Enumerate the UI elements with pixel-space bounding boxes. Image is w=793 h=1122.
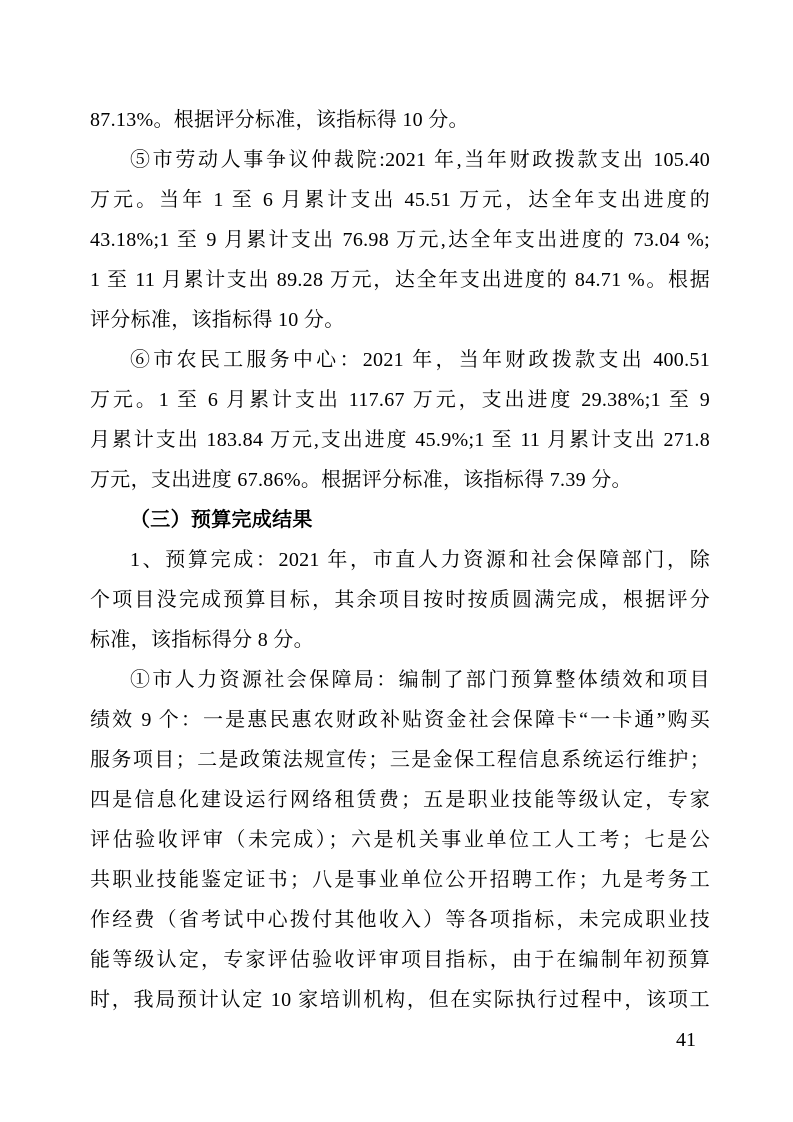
text-line: 服务项目；二是政策法规宣传；三是金保工程信息系统运行维护； bbox=[90, 749, 710, 771]
text-line: 万元。1 至 6 月累计支出 117.67 万元，支出进度 29.38%;1 至 9 bbox=[90, 389, 710, 411]
text-line: 四是信息化建设运行网络租赁费；五是职业技能等级认定，专家 bbox=[90, 789, 710, 811]
text-line: 评估验收评审（未完成）；六是机关事业单位工人工考；七是公 bbox=[90, 829, 710, 851]
text-line: 个项目没完成预算目标，其余项目按时按质圆满完成，根据评分 bbox=[90, 589, 710, 611]
text-line: 评分标准，该指标得 10 分。 bbox=[90, 309, 345, 331]
page-body bbox=[90, 100, 710, 1020]
text-line: 87.13%。根据评分标准，该指标得 10 分。 bbox=[90, 109, 469, 131]
text-line: 标准，该指标得分 8 分。 bbox=[90, 629, 314, 651]
text-line: 万元。当年 1 至 6 月累计支出 45.51 万元，达全年支出进度的 bbox=[90, 189, 710, 211]
text-line: 绩效 9 个：一是惠民惠农财政补贴资金社会保障卡“一卡通”购买 bbox=[90, 709, 710, 731]
text-line: 时，我局预计认定 10 家培训机构，但在实际执行过程中，该项工 bbox=[90, 989, 710, 1011]
text-line: 作经费（省考试中心拨付其他收入）等各项指标，未完成职业技 bbox=[90, 909, 710, 931]
text-line: 万元，支出进度 67.86%。根据评分标准，该指标得 7.39 分。 bbox=[90, 469, 632, 491]
text-line: 月累计支出 183.84 万元,支出进度 45.9%;1 至 11 月累计支出 271.8 bbox=[90, 429, 710, 451]
section-heading: （三）预算完成结果 bbox=[130, 509, 313, 531]
text-line: 1 至 11 月累计支出 89.28 万元，达全年支出进度的 84.71 %。根据 bbox=[90, 269, 710, 291]
page-number: 41 bbox=[676, 1029, 696, 1051]
text-line: 能等级认定，专家评估验收评审项目指标，由于在编制年初预算 bbox=[90, 949, 710, 971]
text-line: 43.18%;1 至 9 月累计支出 76.98 万元,达全年支出进度的 73.04 %; bbox=[90, 229, 710, 251]
text-line: 1、预算完成：2021 年，市直人力资源和社会保障部门，除 bbox=[130, 549, 710, 571]
text-line: 共职业技能鉴定证书；八是事业单位公开招聘工作；九是考务工 bbox=[90, 869, 710, 891]
text-line: ⑥市农民工服务中心：2021 年，当年财政拨款支出 400.51 bbox=[130, 349, 710, 371]
text-line: ①市人力资源社会保障局：编制了部门预算整体绩效和项目 bbox=[130, 669, 710, 691]
text-line: ⑤市劳动人事争议仲裁院:2021 年,当年财政拨款支出 105.40 bbox=[130, 149, 710, 171]
